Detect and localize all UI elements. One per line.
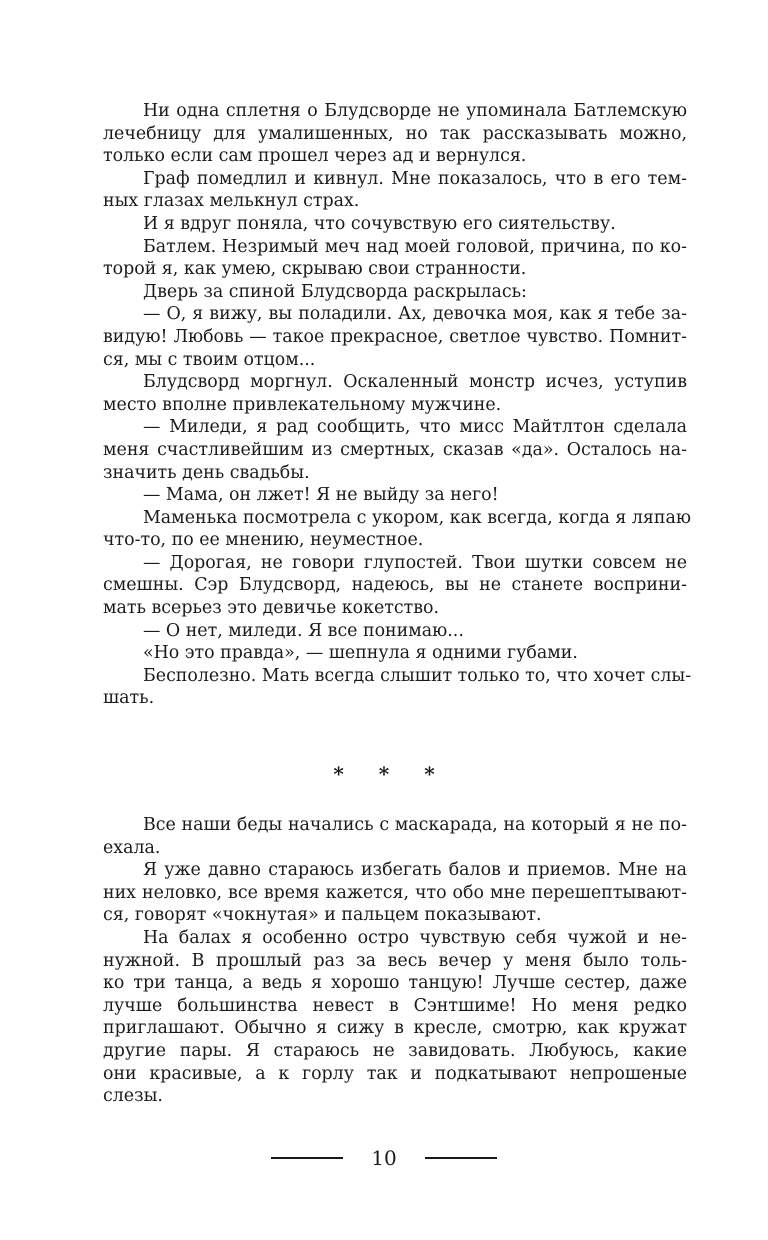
text-line: Я уже давно стараюсь избегать балов и приемов. Мне на (143, 860, 687, 881)
text-line: ся, мы с твоим отцом... (103, 349, 316, 370)
text-line: — Дорогая, не говори глупостей. Твои шутки совсем не (143, 552, 687, 573)
text-line: Граф помедлил и кивнул. Мне показалось, что в его тем- (143, 168, 687, 189)
text-line: видую! Любовь — такое прекрасное, светлое чувство. Помнит- (103, 326, 687, 347)
text-line: — Мама, он лжет! Я не выйду за него! (143, 485, 499, 506)
text-line: ко три танца, а ведь я хорошо танцую! Лучше сестер, даже (103, 973, 687, 994)
text-line: Маменька посмотрела с укором, как всегда, когда я ляпаю (143, 507, 692, 528)
text-line: Блудсворд моргнул. Оскаленный монстр исчез, уступив (143, 372, 687, 393)
footer-rule-left (271, 1157, 343, 1159)
text-line: — О, я вижу, вы поладили. Ах, девочка моя, как я тебе за- (143, 304, 687, 325)
text-line: шать. (103, 688, 155, 709)
text-line: Батлем. Незримый меч над моей головой, причина, по ко- (143, 236, 687, 257)
text-line: лечебницу для умалишенных, но так рассказывать можно, (103, 123, 687, 144)
scene-separator: * * * (333, 762, 449, 786)
text-line: слезы. (103, 1086, 163, 1107)
text-line: приглашают. Обычно я сижу в кресле, смотрю, как кружат (103, 1018, 687, 1039)
text-line: другие пары. Я стараюсь не завидовать. Любуюсь, какие (103, 1040, 687, 1061)
text-line: лучше большинства невест в Сэнтшиме! Но меня редко (103, 995, 687, 1016)
footer-rule-right (425, 1157, 497, 1159)
text-line: них неловко, все время кажется, что обо мне перешептывают- (103, 882, 687, 903)
text-line: Ни одна сплетня о Блудсворде не упоминала Батлемскую (143, 101, 687, 121)
text-line: торой я, как умею, скрываю свои странности. (103, 259, 527, 280)
text-block-1 (103, 100, 692, 710)
text-line: И я вдруг поняла, что сочувствую его сиятельству. (143, 213, 616, 234)
text-line: ных глазах мелькнул страх. (103, 191, 360, 212)
text-line: нужной. В прошлый раз за весь вечер у меня было толь- (103, 950, 687, 971)
text-line: меня счастливейшим из смертных, сказав «да». Осталось на- (103, 439, 687, 460)
text-line: «Но это правда», — шепнула я одними губами. (143, 643, 578, 664)
text-line: Дверь за спиной Блудсворда раскрылась: (143, 281, 527, 302)
text-line: только если сам прошел через ад и вернулся. (103, 146, 527, 167)
text-line: — О нет, миледи. Я все понимаю... (143, 620, 464, 641)
text-line: Бесполезно. Мать всегда слышит только то, что хочет слы- (143, 665, 692, 686)
text-line: ехала. (103, 837, 161, 858)
page-footer (0, 1144, 768, 1172)
text-line: Все наши беды начались с маскарада, на который я не по- (143, 815, 687, 835)
text-line: они красивые, а к горлу так и подкатывают непрошеные (103, 1063, 687, 1084)
text-line: ся, говорят «чокнутая» и пальцем показывают. (103, 905, 542, 926)
text-line: смешны. Сэр Блудсворд, надеюсь, вы не станете восприни- (103, 575, 687, 596)
text-line: место вполне привлекательному мужчине. (103, 394, 502, 415)
text-line: что-то, по ее мнению, неуместное. (103, 530, 424, 551)
text-line: На балах я особенно остро чувствую себя чужой и не- (143, 927, 687, 948)
text-line: значить день свадьбы. (103, 462, 310, 483)
text-line: мать всерьез это девичье кокетство. (103, 598, 440, 619)
text-block-2 (103, 814, 687, 1108)
page-number: 10 (371, 1146, 397, 1170)
text-line: — Миледи, я рад сообщить, что мисс Майтлтон сделала (143, 417, 687, 438)
